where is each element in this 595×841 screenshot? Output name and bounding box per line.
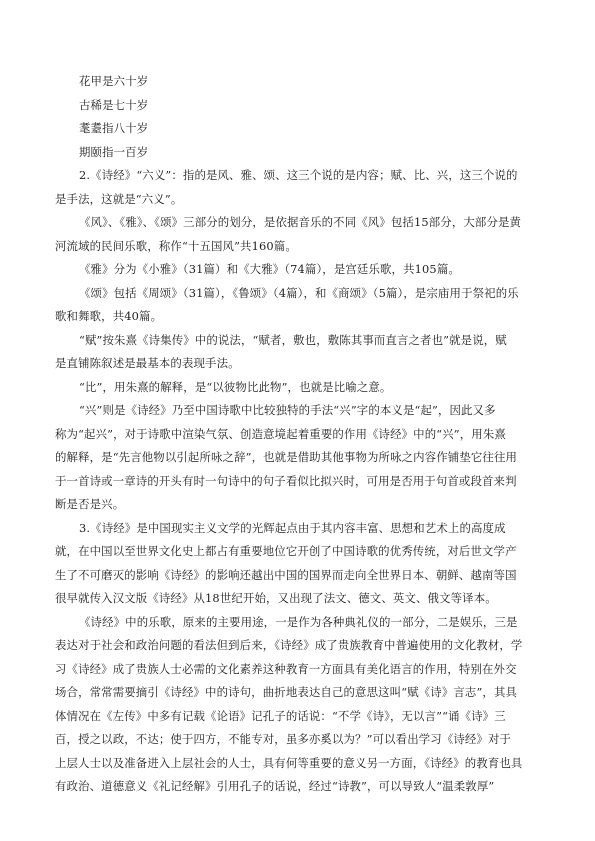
- text-line: 古稀是七十岁: [79, 98, 149, 112]
- text-line: 断是否是兴。: [55, 497, 125, 511]
- text-line: 习《诗经》成了贵族人士必需的文化素养这种教育一方面具有美化语言的作用，特别在外交: [55, 662, 517, 676]
- text-line: 于一首诗或一章诗的开头有时一句诗中的句子看似比拟兴时，可用是否用于句首或段首来判: [55, 474, 517, 488]
- text-line: 是直铺陈叙述是最基本的表现手法。: [55, 356, 240, 370]
- text-line: 百，授之以政，不达；使于四方，不能专对，虽多亦奚以为？”可以看出学习《诗经》对于: [55, 732, 512, 746]
- text-line: 期颐指一百岁: [79, 145, 149, 159]
- text-line: 有政治、道德意义《礼记经解》引用孔子的话说，经过“诗教”，可以导致人“温柔敦厚”: [55, 779, 495, 793]
- text-line: 花甲是六十岁: [79, 74, 149, 88]
- text-line: 上层人士以及准备进入上层社会的人士，具有何等重要的意义另一方面，《诗经》的教育也具: [55, 756, 523, 770]
- text-line: 3.《诗经》是中国现实主义文学的光辉起点由于其内容丰富、思想和艺术上的高度成: [79, 521, 506, 535]
- text-line: 表达对于社会和政治问题的看法但到后来，《诗经》成了贵族教育中普遍使用的文化教材，学: [55, 638, 523, 652]
- text-line: 体情况在《左传》中多有记载《论语》记孔子的话说：“不学《诗》，无以言”“诵《诗》三: [55, 709, 506, 723]
- text-line: 河流域的民间乐歌，称作“十五国风”共160篇。: [55, 239, 297, 253]
- text-line: 生了不可磨灭的影响《诗经》的影响还越出中国的国界而走向全世界日本、朝鲜、越南等国: [55, 568, 517, 582]
- text-line: “兴”则是《诗经》乃至中国诗歌中比较独特的手法“兴”字的本义是“起”，因此又多: [79, 403, 496, 417]
- text-line: 很早就传入汉文版《诗经》从18世纪开始，又出现了法文、德文、英文、俄文等译本。: [55, 591, 497, 605]
- text-line: 场合，常常需要摘引《诗经》中的诗句，曲折地表达自己的意思这叫“赋《诗》言志”，其具: [55, 685, 518, 699]
- text-line: 《颂》包括《周颂》（31篇），《鲁颂》（4篇），和《商颂》（5篇），是宗庙用于祭祀的乐: [79, 286, 519, 300]
- text-line: 《风》、《雅》、《颂》三部分的划分，是依据音乐的不同《风》包括15部分，大部分是黄: [79, 215, 522, 229]
- text-line: 的解释，是“先言他物以引起所咏之辞”，也就是借助其他事物为所咏之内容作铺垫它往往用: [55, 450, 518, 464]
- text-line: 2.《诗经》“六义”：指的是风、雅、颂、这三个说的是内容；赋、比、兴，这三个说的: [79, 168, 518, 182]
- text-line: “赋”按朱熹《诗集传》中的说法，“赋者，敷也，敷陈其事而直言之者也”就是说，赋: [79, 333, 507, 347]
- text-line: 就，在中国以至世界文化史上都占有重要地位它开创了中国诗歌的优秀传统，对后世文学产: [55, 544, 517, 558]
- text-line: 是手法，这就是“六义”。: [55, 192, 183, 206]
- text-line: 《诗经》中的乐歌，原来的主要用途，一是作为各种典礼仪的一部分，二是娱乐，三是: [79, 615, 518, 629]
- text-line: 歌和舞歌，共40篇。: [55, 309, 163, 323]
- text-line: “比”，用朱熹的解释，是“以彼物比此物”，也就是比喻之意。: [79, 380, 392, 394]
- text-line: 耄耋指八十岁: [79, 121, 149, 135]
- text-line: 称为“起兴”，对于诗歌中渲染气氛、创造意境起着重要的作用《诗经》中的“兴”，用朱熹: [55, 427, 506, 441]
- text-line: 《雅》分为《小雅》（31篇）和《大雅》（74篇），是宫廷乐歌，共105篇。: [79, 262, 460, 276]
